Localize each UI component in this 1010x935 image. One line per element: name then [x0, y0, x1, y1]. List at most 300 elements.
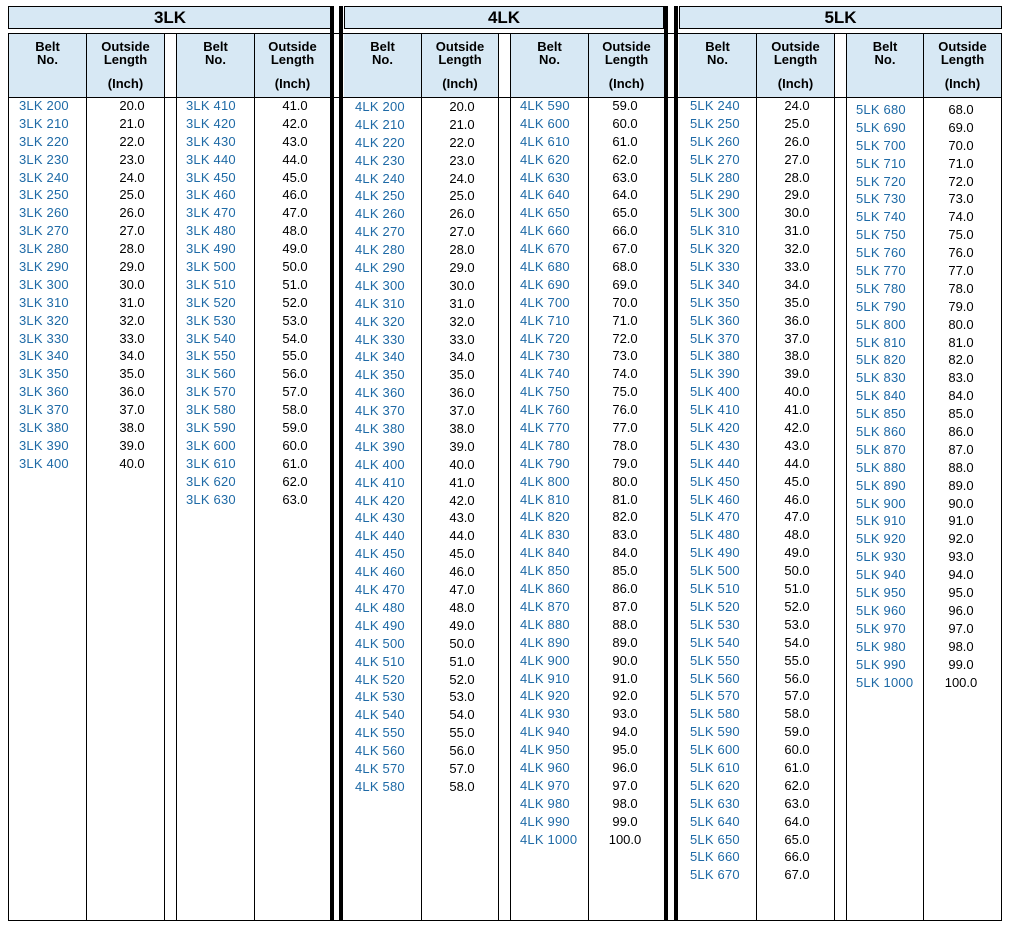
belt-number: 5LK 540: [690, 634, 740, 650]
outside-length-value: 44.0: [449, 528, 475, 544]
belt-number: 5LK 700: [856, 137, 906, 153]
belt-list: [186, 97, 252, 508]
belt-number: 5LK 790: [856, 298, 906, 314]
outside-length-value: 64.0: [784, 813, 810, 829]
outside-length-value: 37.0: [784, 330, 810, 346]
outside-length-value: 29.0: [449, 260, 475, 276]
table-bottom-rule: [8, 920, 1002, 921]
belt-number: 5LK 850: [856, 406, 906, 422]
outside-length-value: 42.0: [449, 492, 475, 508]
belt-number: 3LK 600: [186, 437, 236, 453]
outside-length-value: 43.0: [784, 437, 810, 453]
rule: [176, 33, 177, 921]
belt-number: 3LK 480: [186, 223, 236, 239]
outside-length-value: 31.0: [449, 295, 475, 311]
outside-length-value: 72.0: [612, 330, 638, 346]
belt-number: 5LK 980: [856, 638, 906, 654]
outside-length-value: 38.0: [784, 348, 810, 364]
outside-length-value: 76.0: [948, 245, 974, 261]
header-belt-line1: Belt: [872, 39, 898, 54]
outside-length-value: 29.0: [784, 187, 810, 203]
outside-length-value: 38.0: [119, 420, 145, 436]
belt-number: 4LK 560: [355, 743, 405, 759]
outside-length-value: 61.0: [282, 455, 308, 471]
belt-number: 5LK 460: [690, 491, 740, 507]
belt-number: 3LK 540: [186, 330, 236, 346]
outside-length-value: 55.0: [282, 348, 308, 364]
belt-number: 5LK 300: [690, 205, 740, 221]
outside-length-value: 96.0: [948, 602, 974, 618]
belt-number: 4LK 860: [520, 581, 570, 597]
outside-length-value: 63.0: [282, 491, 308, 507]
belt-number: 4LK 380: [355, 421, 405, 437]
belt-number: 3LK 440: [186, 151, 236, 167]
belt-number: 4LK 700: [520, 294, 570, 310]
belt-number: 5LK 330: [690, 259, 740, 275]
outside-length-value: 30.0: [449, 277, 475, 293]
outside-length-value: 39.0: [784, 366, 810, 382]
outside-length-value: 42.0: [784, 420, 810, 436]
belt-number: 5LK 480: [690, 527, 740, 543]
outside-length-value: 91.0: [948, 513, 974, 529]
belt-number: 3LK 380: [19, 420, 69, 436]
outside-length-value: 27.0: [119, 223, 145, 239]
length-list: [926, 101, 996, 691]
belt-number: 5LK 800: [856, 316, 906, 332]
outside-length-value: 88.0: [948, 459, 974, 475]
belt-number: 5LK 710: [856, 155, 906, 171]
belt-number: 4LK 270: [355, 224, 405, 240]
belt-number: 3LK 260: [19, 205, 69, 221]
header-unit-rule: [87, 73, 164, 74]
outside-length-value: 23.0: [119, 151, 145, 167]
belt-number: 3LK 580: [186, 402, 236, 418]
outside-length-value: 21.0: [119, 115, 145, 131]
belt-number: 5LK 290: [690, 187, 740, 203]
belt-number: 3LK 500: [186, 259, 236, 275]
belt-number: 4LK 930: [520, 706, 570, 722]
outside-length-value: 43.0: [282, 133, 308, 149]
belt-number: 5LK 500: [690, 563, 740, 579]
belt-number: 5LK 440: [690, 455, 740, 471]
outside-length-value: 81.0: [948, 334, 974, 350]
outside-length-value: 53.0: [282, 312, 308, 328]
rule: [923, 33, 924, 921]
outside-length-value: 95.0: [612, 742, 638, 758]
outside-length-value: 83.0: [612, 527, 638, 543]
outside-length-value: 27.0: [449, 224, 475, 240]
belt-number: 4LK 490: [355, 617, 405, 633]
belt-number: 5LK 280: [690, 169, 740, 185]
outside-length-value: 68.0: [612, 259, 638, 275]
belt-number: 4LK 350: [355, 367, 405, 383]
outside-length-value: 79.0: [948, 298, 974, 314]
outside-length-value: 35.0: [119, 366, 145, 382]
belt-number: 3LK 340: [19, 348, 69, 364]
belt-number: 4LK 730: [520, 348, 570, 364]
belt-number: 4LK 790: [520, 455, 570, 471]
outside-length-value: 76.0: [612, 402, 638, 418]
belt-number: 5LK 510: [690, 581, 740, 597]
belt-number: 5LK 920: [856, 531, 906, 547]
outside-length-value: 80.0: [612, 473, 638, 489]
outside-length-value: 86.0: [948, 424, 974, 440]
outside-length-value: 90.0: [612, 652, 638, 668]
belt-number: 5LK 310: [690, 223, 740, 239]
outside-length-value: 64.0: [612, 187, 638, 203]
section-divider: [330, 6, 334, 921]
belt-number: 5LK 880: [856, 459, 906, 475]
header-outside-length: [422, 34, 498, 97]
outside-length-value: 55.0: [784, 652, 810, 668]
belt-number: 4LK 650: [520, 205, 570, 221]
belt-number: 4LK 610: [520, 133, 570, 149]
outside-length-value: 43.0: [449, 510, 475, 526]
outside-length-value: 49.0: [449, 617, 475, 633]
belt-number: 5LK 350: [690, 294, 740, 310]
belt-number: 4LK 470: [355, 582, 405, 598]
outside-length-value: 45.0: [784, 473, 810, 489]
belt-number: 5LK 620: [690, 777, 740, 793]
header-unit: (Inch): [442, 76, 478, 91]
length-list: [260, 97, 330, 508]
belt-number: 4LK 460: [355, 564, 405, 580]
belt-number: 5LK 930: [856, 549, 906, 565]
outside-length-value: 33.0: [449, 331, 475, 347]
outside-length-value: 82.0: [612, 509, 638, 525]
belt-number: 5LK 250: [690, 115, 740, 131]
belt-number: 4LK 420: [355, 492, 405, 508]
header-length-line1: Outside: [101, 39, 150, 54]
belt-number: 3LK 370: [19, 402, 69, 418]
section-title-3lk: 3LK: [8, 6, 332, 29]
section-divider: [664, 6, 668, 921]
belt-number: 4LK 970: [520, 777, 570, 793]
outside-length-value: 56.0: [282, 366, 308, 382]
outside-length-value: 70.0: [948, 137, 974, 153]
outside-length-value: 58.0: [282, 402, 308, 418]
outside-length-value: 94.0: [612, 724, 638, 740]
outside-length-value: 37.0: [119, 402, 145, 418]
outside-length-value: 99.0: [948, 656, 974, 672]
belt-number: 4LK 820: [520, 509, 570, 525]
outside-length-value: 38.0: [449, 421, 475, 437]
section-title-4lk: 4LK: [344, 6, 664, 29]
belt-number: 4LK 600: [520, 115, 570, 131]
outside-length-value: 100.0: [944, 674, 978, 690]
belt-number: 4LK 760: [520, 402, 570, 418]
outside-length-value: 47.0: [282, 205, 308, 221]
belt-number: 3LK 330: [19, 330, 69, 346]
header-outside-length: [255, 34, 330, 97]
belt-number: 4LK 440: [355, 528, 405, 544]
belt-number: 4LK 660: [520, 223, 570, 239]
outside-length-value: 50.0: [449, 635, 475, 651]
belt-number: 3LK 410: [186, 98, 236, 113]
belt-number: 5LK 590: [690, 724, 740, 740]
belt-number: 4LK 330: [355, 331, 405, 347]
outside-length-value: 46.0: [282, 187, 308, 203]
belt-number: 5LK 390: [690, 366, 740, 382]
header-unit: (Inch): [944, 76, 981, 91]
outside-length-value: 34.0: [449, 349, 475, 365]
belt-number: 4LK 480: [355, 599, 405, 615]
belt-number: 5LK 900: [856, 495, 906, 511]
belt-number: 5LK 970: [856, 620, 906, 636]
outside-length-value: 97.0: [612, 777, 638, 793]
belt-number: 3LK 560: [186, 366, 236, 382]
outside-length-value: 69.0: [948, 119, 974, 135]
outside-length-value: 35.0: [784, 294, 810, 310]
belt-number: 3LK 450: [186, 169, 236, 185]
belt-number: 5LK 680: [856, 102, 906, 117]
outside-length-value: 67.0: [784, 867, 810, 883]
outside-length-value: 58.0: [449, 778, 475, 794]
header-belt-no: [344, 34, 421, 97]
belt-number: 5LK 830: [856, 370, 906, 386]
length-list: [590, 97, 660, 848]
belt-number: 4LK 960: [520, 759, 570, 775]
belt-number: 5LK 380: [690, 348, 740, 364]
belt-number: 5LK 870: [856, 441, 906, 457]
length-list: [427, 98, 497, 796]
belt-number: 4LK 580: [355, 778, 405, 794]
belt-number: 5LK 270: [690, 151, 740, 167]
length-list: [762, 97, 832, 884]
belt-number: 4LK 240: [355, 170, 405, 186]
belt-number: 4LK 500: [355, 635, 405, 651]
header-outside-length: [757, 34, 834, 97]
outside-length-value: 81.0: [612, 491, 638, 507]
outside-length-value: 71.0: [612, 312, 638, 328]
belt-number: 3LK 290: [19, 259, 69, 275]
belt-number: 3LK 270: [19, 223, 69, 239]
outside-length-value: 94.0: [948, 567, 974, 583]
belt-number: 5LK 610: [690, 759, 740, 775]
belt-number: 4LK 370: [355, 403, 405, 419]
belt-number: 5LK 750: [856, 227, 906, 243]
header-belt-no: [177, 34, 254, 97]
outside-length-value: 75.0: [612, 384, 638, 400]
header-belt-line1: Belt: [35, 39, 60, 54]
belt-number: 4LK 990: [520, 813, 570, 829]
belt-number: 5LK 770: [856, 263, 906, 279]
belt-number: 5LK 950: [856, 585, 906, 601]
belt-number: 5LK 570: [690, 688, 740, 704]
belt-number: 4LK 770: [520, 420, 570, 436]
outside-length-value: 65.0: [784, 831, 810, 847]
belt-number: 3LK 230: [19, 151, 69, 167]
outside-length-value: 24.0: [784, 98, 810, 113]
outside-length-value: 34.0: [119, 348, 145, 364]
belt-number: 3LK 240: [19, 169, 69, 185]
section-title-5lk: 5LK: [679, 6, 1002, 29]
belt-number: 4LK 980: [520, 795, 570, 811]
outside-length-value: 79.0: [612, 455, 638, 471]
belt-number: 3LK 470: [186, 205, 236, 221]
belt-number: 5LK 690: [856, 119, 906, 135]
belt-number: 4LK 910: [520, 670, 570, 686]
belt-number: 4LK 780: [520, 437, 570, 453]
outside-length-value: 96.0: [612, 759, 638, 775]
belt-number: 4LK 280: [355, 242, 405, 258]
belt-number: 5LK 670: [690, 867, 740, 883]
outside-length-value: 27.0: [784, 151, 810, 167]
outside-length-value: 34.0: [784, 276, 810, 292]
belt-number: 4LK 510: [355, 653, 405, 669]
outside-length-value: 41.0: [282, 98, 308, 113]
outside-length-value: 49.0: [282, 241, 308, 257]
outside-length-value: 60.0: [282, 437, 308, 453]
outside-length-value: 78.0: [948, 280, 974, 296]
section-divider: [339, 6, 343, 921]
outside-length-value: 92.0: [612, 688, 638, 704]
header-length-line1: Outside: [938, 39, 987, 54]
belt-number: 3LK 550: [186, 348, 236, 364]
belt-number: 5LK 420: [690, 420, 740, 436]
outside-length-value: 31.0: [119, 294, 145, 310]
outside-length-value: 48.0: [282, 223, 308, 239]
outside-length-value: 23.0: [449, 152, 475, 168]
outside-length-value: 41.0: [449, 474, 475, 490]
header-belt-no: [9, 34, 86, 97]
belt-number: 4LK 200: [355, 99, 405, 114]
outside-length-value: 40.0: [449, 456, 475, 472]
outside-length-value: 85.0: [948, 406, 974, 422]
belt-number: 4LK 360: [355, 385, 405, 401]
belt-number: 3LK 220: [19, 133, 69, 149]
outside-length-value: 53.0: [449, 689, 475, 705]
belt-number: 5LK 840: [856, 388, 906, 404]
outside-length-value: 20.0: [449, 99, 475, 114]
belt-number: 5LK 1000: [856, 674, 914, 690]
belt-number: 3LK 350: [19, 366, 69, 382]
outside-length-value: 92.0: [948, 531, 974, 547]
outside-length-value: 60.0: [784, 742, 810, 758]
belt-number: 5LK 520: [690, 598, 740, 614]
belt-number: 3LK 460: [186, 187, 236, 203]
outside-length-value: 66.0: [784, 849, 810, 865]
belt-number: 4LK 880: [520, 616, 570, 632]
belt-number: 5LK 400: [690, 384, 740, 400]
belt-number: 4LK 390: [355, 438, 405, 454]
belt-number: 5LK 990: [856, 656, 906, 672]
outside-length-value: 66.0: [612, 223, 638, 239]
belt-list: [520, 97, 586, 848]
belt-number: 5LK 240: [690, 98, 740, 113]
outside-length-value: 88.0: [612, 616, 638, 632]
outside-length-value: 46.0: [449, 564, 475, 580]
belt-number: 4LK 830: [520, 527, 570, 543]
belt-number: 4LK 310: [355, 295, 405, 311]
outside-length-value: 89.0: [612, 634, 638, 650]
belt-number: 5LK 760: [856, 245, 906, 261]
outside-length-value: 48.0: [449, 599, 475, 615]
outside-length-value: 71.0: [948, 155, 974, 171]
belt-number: 3LK 610: [186, 455, 236, 471]
belt-number: 5LK 630: [690, 795, 740, 811]
outside-length-value: 60.0: [612, 115, 638, 131]
belt-number: 5LK 910: [856, 513, 906, 529]
header-belt-line2: No.: [37, 52, 58, 67]
outside-length-value: 40.0: [784, 384, 810, 400]
belt-number: 4LK 430: [355, 510, 405, 526]
outside-length-value: 97.0: [948, 620, 974, 636]
outside-length-value: 50.0: [282, 259, 308, 275]
header-belt-line2: No.: [372, 52, 393, 67]
belt-number: 5LK 940: [856, 567, 906, 583]
belt-number: 4LK 670: [520, 241, 570, 257]
outside-length-value: 41.0: [784, 402, 810, 418]
belt-number: 4LK 230: [355, 152, 405, 168]
outside-length-value: 83.0: [948, 370, 974, 386]
belt-number: 3LK 620: [186, 473, 236, 489]
header-unit: (Inch): [608, 76, 645, 91]
outside-length-value: 54.0: [449, 707, 475, 723]
outside-length-value: 46.0: [784, 491, 810, 507]
belt-number: 5LK 580: [690, 706, 740, 722]
outside-length-value: 29.0: [119, 259, 145, 275]
outside-length-value: 51.0: [449, 653, 475, 669]
header-length-line1: Outside: [435, 39, 485, 54]
belt-number: 4LK 680: [520, 259, 570, 275]
belt-number: 5LK 360: [690, 312, 740, 328]
header-belt-line2: No.: [205, 52, 226, 67]
outside-length-value: 36.0: [784, 312, 810, 328]
outside-length-value: 55.0: [449, 725, 475, 741]
rule: [498, 33, 499, 921]
belt-number: 4LK 300: [355, 277, 405, 293]
outside-length-value: 44.0: [282, 151, 308, 167]
belt-number: 3LK 400: [19, 455, 69, 471]
belt-number: 4LK 800: [520, 473, 570, 489]
outside-length-value: 85.0: [612, 563, 638, 579]
belt-number: 3LK 420: [186, 115, 236, 131]
outside-length-value: 25.0: [119, 187, 145, 203]
outside-length-value: 56.0: [784, 670, 810, 686]
outside-length-value: 61.0: [784, 759, 810, 775]
header-length-line1: Outside: [602, 39, 651, 54]
header-belt-no: [847, 34, 923, 97]
belt-number: 4LK 900: [520, 652, 570, 668]
outside-length-value: 63.0: [784, 795, 810, 811]
outside-length-value: 48.0: [784, 527, 810, 543]
header-belt-line1: Belt: [203, 39, 228, 54]
header-unit: (Inch): [777, 76, 814, 91]
rule: [254, 33, 255, 921]
belt-number: 4LK 890: [520, 634, 570, 650]
belt-list: [856, 101, 922, 691]
belt-number: 3LK 280: [19, 241, 69, 257]
outside-length-value: 32.0: [784, 241, 810, 257]
outside-length-value: 26.0: [784, 133, 810, 149]
outside-length-value: 52.0: [282, 294, 308, 310]
belt-number: 3LK 630: [186, 491, 236, 507]
outside-length-value: 26.0: [119, 205, 145, 221]
belt-number: 4LK 950: [520, 742, 570, 758]
outside-length-value: 82.0: [948, 352, 974, 368]
belt-number: 3LK 530: [186, 312, 236, 328]
header-belt-line1: Belt: [537, 39, 562, 54]
belt-number: 4LK 570: [355, 760, 405, 776]
outside-length-value: 93.0: [612, 706, 638, 722]
belt-number: 4LK 520: [355, 671, 405, 687]
rule: [756, 33, 757, 921]
outside-length-value: 62.0: [612, 151, 638, 167]
belt-number: 4LK 410: [355, 474, 405, 490]
outside-length-value: 24.0: [119, 169, 145, 185]
belt-list: [355, 98, 421, 796]
